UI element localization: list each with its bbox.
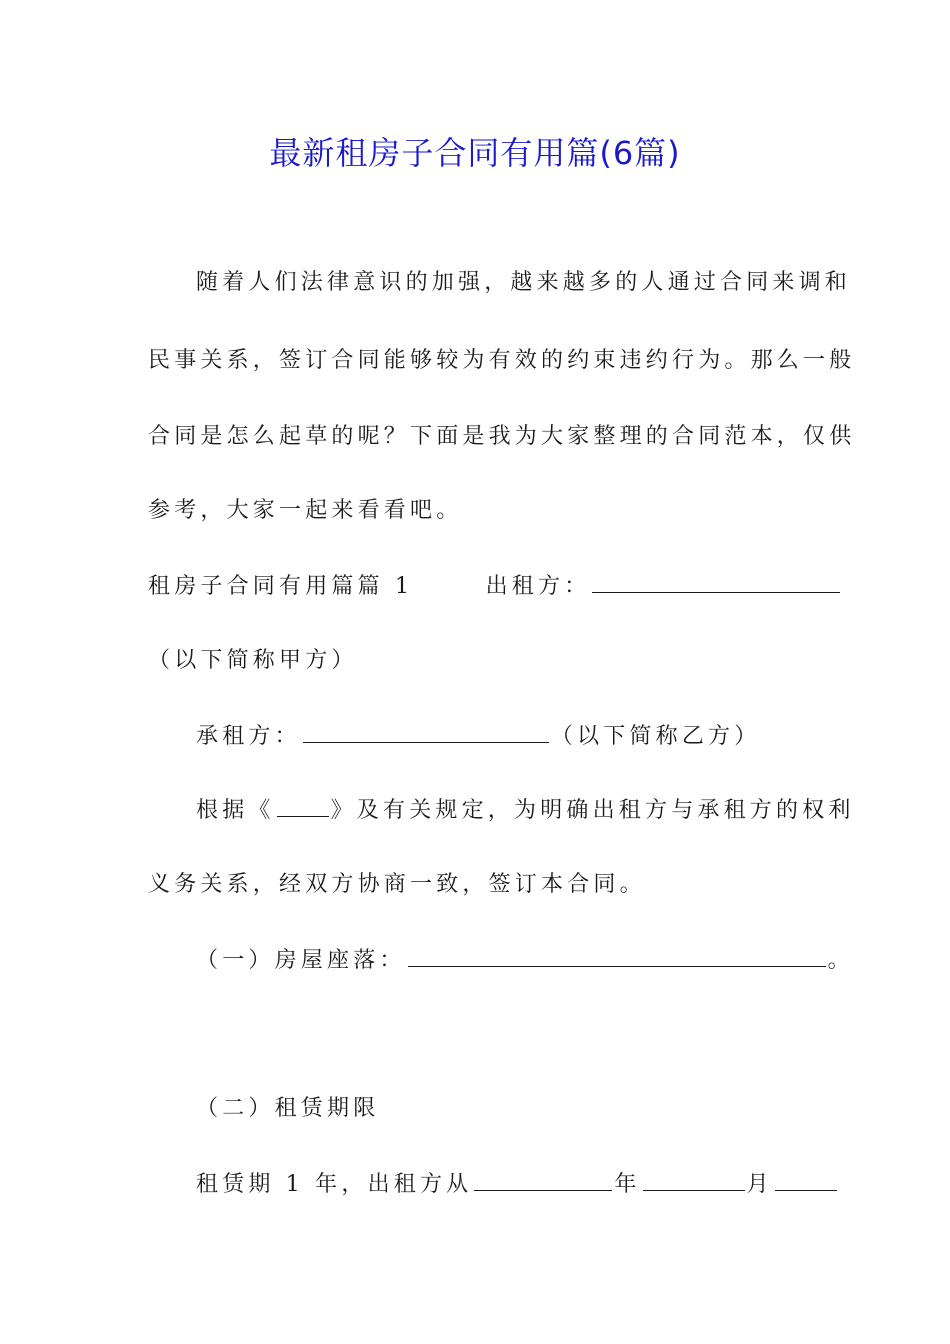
document-title: 最新租房子合同有用篇(6篇) — [269, 134, 681, 172]
clause-1-line — [196, 944, 854, 976]
intro-line-3: 合同是怎么起草的呢？下面是我为大家整理的合同范本，仅供 — [148, 424, 856, 449]
month-blank — [643, 1168, 745, 1191]
term-year: 年 — [614, 1172, 641, 1197]
intro-line-1: 随着人们法律意识的加强，越来越多的人通过合同来调和 — [196, 270, 852, 295]
intro-line-4: 参考，大家一起来看看吧。 — [148, 498, 463, 523]
basis-line-2: 义务关系，经双方协商一致，签订本合同。 — [148, 872, 646, 897]
lessee-label: 承租方： — [196, 724, 301, 749]
basis-line-1 — [196, 794, 855, 826]
law-name-blank — [277, 794, 329, 817]
section-heading: 租房子合同有用篇篇 1 — [148, 574, 414, 599]
lessor-line — [148, 570, 842, 602]
lessor-label: 出租方： — [485, 574, 591, 599]
day-blank — [775, 1168, 837, 1191]
basis-part-2: 》及有关规定，为明确出租方与承租方的权利 — [330, 798, 855, 823]
clause-1-end: 。 — [827, 948, 854, 973]
lessee-line — [196, 720, 760, 752]
intro-line-2: 民事关系，签订合同能够较为有效的约束违约行为。那么一般 — [148, 348, 856, 373]
clause-1-label: （一）房屋座落： — [196, 948, 406, 973]
lessee-suffix: （以下简称乙方） — [550, 724, 761, 749]
clause-2-heading: （二）租赁期限 — [196, 1096, 380, 1121]
term-line — [196, 1168, 839, 1200]
lessor-suffix: （以下简称甲方） — [148, 648, 358, 673]
lessee-blank — [303, 720, 549, 743]
term-prefix: 租赁期 1 年，出租方从 — [196, 1172, 473, 1197]
address-blank — [408, 944, 826, 967]
year-blank — [474, 1168, 612, 1191]
term-month: 月 — [746, 1172, 773, 1197]
lessor-blank — [592, 570, 840, 593]
basis-part-1: 根据《 — [196, 798, 275, 823]
